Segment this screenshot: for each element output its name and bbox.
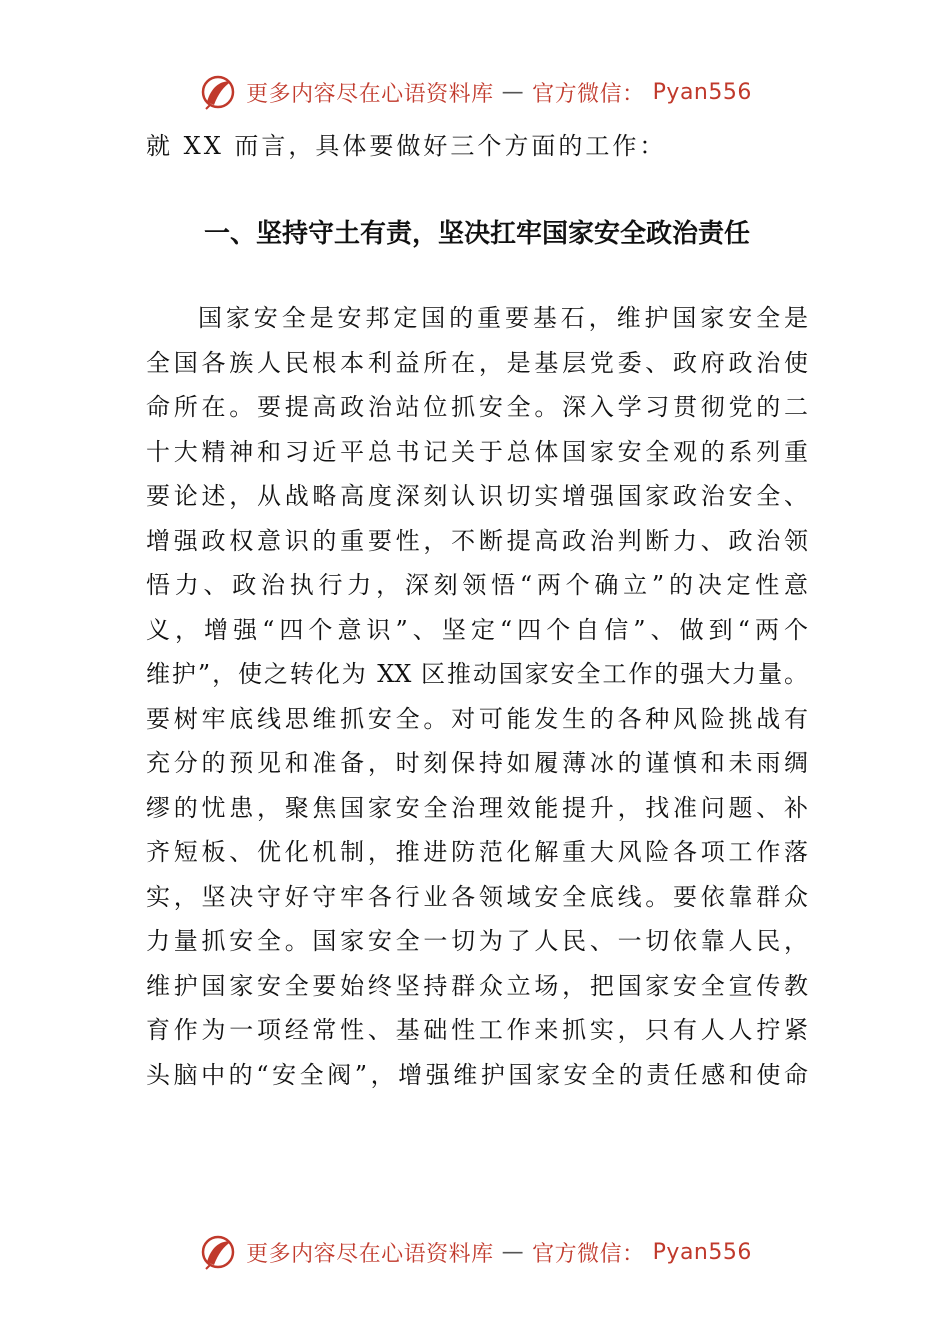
section-heading: 一、坚持守土有责，坚决扛牢国家安全政治责任 xyxy=(203,219,750,249)
paragraph-line: 充分的预见和准备，时刻保持如履薄冰的谨慎和未雨绸 xyxy=(146,749,808,777)
paragraph-line: 头脑中的“安全阀”，增强维护国家安全的责任感和使命 xyxy=(146,1060,808,1089)
logo-icon xyxy=(198,72,238,112)
watermark-account: Pyan556 xyxy=(652,1239,752,1265)
paragraph-line: 育作为一项经常性、基础性工作来抓实，只有人人拧紧 xyxy=(146,1016,808,1044)
watermark-account: Pyan556 xyxy=(652,79,752,105)
footer-watermark xyxy=(0,1230,950,1274)
paragraph-line: 悟力、政治执行力，深刻领悟“两个确立”的决定性意 xyxy=(146,571,808,599)
header-watermark xyxy=(0,70,950,114)
paragraph-line: 缪的忧患，聚焦国家安全治理效能提升，找准问题、补 xyxy=(146,793,808,822)
intro-text: 就 XX 而言，具体要做好三个方面的工作： xyxy=(146,132,667,160)
paragraph-line: 全国各族人民根本利益所在，是基层党委、政府政治使 xyxy=(146,348,808,377)
paragraph-line: 维护”，使之转化为 XX 区推动国家安全工作的强大力量。 xyxy=(146,660,808,688)
paragraph-line: 要论述，从战略高度深刻认识切实增强国家政治安全、 xyxy=(146,482,808,510)
paragraph-line: 力量抓安全。国家安全一切为了人民、一切依靠人民， xyxy=(146,927,808,955)
paragraph-line: 维护国家安全要始终坚持群众立场，把国家安全宣传教 xyxy=(146,971,808,1000)
watermark-official-label: 官方微信： xyxy=(532,81,645,107)
paragraph-line: 要树牢底线思维抓安全。对可能发生的各种风险挑战有 xyxy=(146,704,808,733)
document-body xyxy=(146,124,808,1097)
paragraph-line: 齐短板、优化机制，推进防范化解重大风险各项工作落 xyxy=(146,838,808,866)
body-paragraph xyxy=(146,296,808,1097)
paragraph-line: 国家安全是安邦定国的重要基石，维护国家安全是 xyxy=(198,304,808,332)
watermark-text: 更多内容尽在心语资料库 xyxy=(246,1241,494,1267)
paragraph-line: 十大精神和习近平总书记关于总体国家安全观的系列重 xyxy=(146,437,808,466)
logo-icon xyxy=(198,1232,238,1272)
paragraph-line: 增强政权意识的重要性，不断提高政治判断力、政治领 xyxy=(146,526,808,555)
paragraph-line: 义，增强“四个意识”、坚定“四个自信”、做到“两个 xyxy=(146,615,808,644)
paragraph-line: 命所在。要提高政治站位抓安全。深入学习贯彻党的二 xyxy=(146,393,808,421)
watermark-text: 更多内容尽在心语资料库 xyxy=(246,81,494,107)
watermark-official-label: 官方微信： xyxy=(532,1241,645,1267)
watermark-separator: — xyxy=(501,1239,525,1265)
paragraph-line: 实，坚决守好守牢各行业各领域安全底线。要依靠群众 xyxy=(146,882,808,911)
watermark-separator: — xyxy=(501,79,525,105)
